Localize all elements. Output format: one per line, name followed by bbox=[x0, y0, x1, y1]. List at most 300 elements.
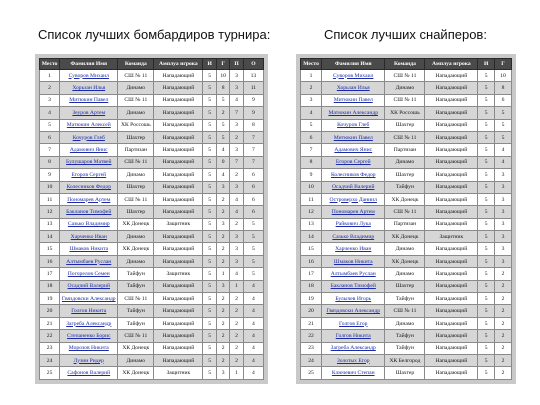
column-header: Фамилия Имя bbox=[322, 59, 385, 70]
table-cell: Нападающий bbox=[154, 181, 203, 193]
table-cell: 8 bbox=[243, 119, 263, 131]
table-cell: 5 bbox=[301, 119, 322, 131]
table-cell: Нападающий bbox=[154, 255, 203, 267]
table-cell: 4 bbox=[243, 367, 263, 380]
table-cell: 5 bbox=[203, 367, 216, 380]
table-cell: 2 bbox=[216, 206, 229, 218]
table-row bbox=[40, 131, 264, 143]
table-cell: 24 bbox=[40, 354, 60, 366]
table-cell: 7 bbox=[40, 144, 60, 156]
table-cell: Шахтер bbox=[385, 119, 425, 131]
table-cell: 1 bbox=[40, 70, 60, 82]
table-cell: СШ № 11 bbox=[118, 156, 154, 168]
table-cell: 5 bbox=[478, 218, 495, 230]
table-cell: Шахтер bbox=[118, 181, 154, 193]
table-cell: 7 bbox=[243, 144, 263, 156]
table-cell: Нападающий bbox=[425, 293, 478, 305]
player-name-link[interactable]: Голгов Егор bbox=[322, 317, 385, 329]
table-cell: 2 bbox=[495, 280, 512, 292]
table-cell: СШ № 11 bbox=[385, 131, 425, 143]
player-name-link[interactable]: Митюкин Павел bbox=[322, 131, 385, 143]
table-row bbox=[301, 243, 512, 255]
table-cell: 10 bbox=[495, 70, 512, 82]
table-cell: 5 bbox=[478, 107, 495, 119]
table-cell: Нападающий bbox=[154, 243, 203, 255]
table-row bbox=[301, 82, 512, 94]
table-cell: 5 bbox=[478, 305, 495, 317]
table-cell: 3 bbox=[495, 169, 512, 181]
table-cell: 4 bbox=[243, 280, 263, 292]
table-cell: СШ № 11 bbox=[385, 70, 425, 82]
table-cell: 6 bbox=[243, 181, 263, 193]
table-cell: Нападающий bbox=[425, 367, 478, 380]
player-name-link[interactable]: Егоров Сергей bbox=[322, 156, 385, 168]
player-name-link[interactable]: Алтымбаев Руслан bbox=[322, 268, 385, 280]
table-cell: Динамо bbox=[385, 268, 425, 280]
table-row bbox=[40, 156, 264, 168]
table-cell: Динамо bbox=[385, 156, 425, 168]
player-name-link[interactable]: Пономарев Артем bbox=[60, 193, 118, 205]
column-header: Г bbox=[216, 59, 229, 70]
table-row bbox=[40, 218, 264, 230]
table-cell: Партизан bbox=[118, 144, 154, 156]
table-cell: 3 bbox=[230, 70, 243, 82]
table-cell: 5 bbox=[478, 193, 495, 205]
table-cell: СШ № 11 bbox=[118, 94, 154, 106]
table-cell: 6 bbox=[243, 169, 263, 181]
table-cell: Тайфун bbox=[385, 181, 425, 193]
table-cell: Нападающий bbox=[425, 243, 478, 255]
player-name-link[interactable]: Загреба Александр bbox=[322, 342, 385, 354]
table-cell: 3 bbox=[230, 255, 243, 267]
table-cell: 19 bbox=[301, 293, 322, 305]
table-cell: 3 bbox=[216, 218, 229, 230]
table-cell: Динамо bbox=[118, 255, 154, 267]
table-cell: 5 bbox=[203, 119, 216, 131]
table-cell: ХК Донецк bbox=[385, 255, 425, 267]
table-cell: 12 bbox=[301, 206, 322, 218]
table-row bbox=[301, 342, 512, 354]
table-cell: 3 bbox=[230, 243, 243, 255]
table-cell: Шахтер bbox=[385, 169, 425, 181]
column-header: О bbox=[243, 59, 263, 70]
player-name-link[interactable]: Алтымбаев Руслан bbox=[60, 255, 118, 267]
table-cell: 3 bbox=[230, 144, 243, 156]
player-name-link[interactable]: Осадчий Валерий bbox=[322, 181, 385, 193]
column-header: Г bbox=[495, 59, 512, 70]
table-cell: 5 bbox=[478, 144, 495, 156]
table-cell: 5 bbox=[216, 131, 229, 143]
table-cell: 2 bbox=[230, 293, 243, 305]
table-cell: Нападающий bbox=[425, 342, 478, 354]
scorers-table bbox=[39, 58, 264, 380]
table-cell: ХК Донецк bbox=[118, 367, 154, 380]
table-cell: Динамо bbox=[385, 82, 425, 94]
table-cell: Нападающий bbox=[425, 218, 478, 230]
table-cell: 1 bbox=[216, 268, 229, 280]
snipers-table bbox=[300, 58, 512, 380]
player-name-link[interactable]: Ключевич Степан bbox=[322, 367, 385, 380]
table-cell: 11 bbox=[40, 193, 60, 205]
table-cell: Защитник bbox=[154, 367, 203, 380]
table-cell: Динамо bbox=[118, 231, 154, 243]
table-cell: 9 bbox=[40, 169, 60, 181]
column-header: Амплуа игрока bbox=[425, 59, 478, 70]
table-cell: ХК Белгород bbox=[385, 354, 425, 366]
table-cell: 4 bbox=[216, 144, 229, 156]
player-name-link[interactable]: Райкович Лука bbox=[322, 218, 385, 230]
table-cell: 2 bbox=[216, 107, 229, 119]
table-cell: 6 bbox=[495, 94, 512, 106]
table-row bbox=[301, 107, 512, 119]
table-cell: Партизан bbox=[385, 218, 425, 230]
player-name-link[interactable]: Золотых Егор bbox=[322, 354, 385, 366]
snipers-table-frame bbox=[296, 54, 516, 384]
player-name-link[interactable]: Сазько Владимир bbox=[322, 231, 385, 243]
table-cell: 8 bbox=[301, 156, 322, 168]
table-row bbox=[40, 354, 264, 366]
table-cell: 5 bbox=[203, 243, 216, 255]
table-cell: 6 bbox=[243, 193, 263, 205]
player-name-link[interactable]: Лузин Ридер bbox=[60, 354, 118, 366]
table-cell: 11 bbox=[301, 193, 322, 205]
table-cell: 2 bbox=[216, 243, 229, 255]
table-row bbox=[301, 156, 512, 168]
table-cell: 0 bbox=[216, 156, 229, 168]
table-cell: 3 bbox=[495, 231, 512, 243]
table-cell: СШ № 11 bbox=[118, 70, 154, 82]
player-name-link[interactable]: Харченко Иван bbox=[322, 243, 385, 255]
table-cell: 7 bbox=[230, 107, 243, 119]
table-cell: 15 bbox=[301, 243, 322, 255]
player-name-link[interactable]: Шмаков Никита bbox=[60, 243, 118, 255]
table-cell: 7 bbox=[230, 156, 243, 168]
table-cell: 5 bbox=[40, 119, 60, 131]
table-cell: ХК Донецк bbox=[118, 218, 154, 230]
player-name-link[interactable]: Бакланов Тимофей bbox=[60, 206, 118, 218]
table-cell: 5 bbox=[478, 367, 495, 380]
table-cell: 5 bbox=[203, 169, 216, 181]
player-name-link[interactable]: Митюкин Павел bbox=[322, 94, 385, 106]
table-cell: 2 bbox=[230, 305, 243, 317]
table-cell: Тайфун bbox=[118, 305, 154, 317]
table-cell: 2 bbox=[216, 305, 229, 317]
player-name-link[interactable]: Голгов Никита bbox=[322, 330, 385, 342]
table-cell: 8 bbox=[216, 82, 229, 94]
table-cell: 9 bbox=[243, 107, 263, 119]
table-cell: 4 bbox=[243, 305, 263, 317]
player-name-link[interactable]: Суворов Михаил bbox=[60, 70, 118, 82]
table-cell: 5 bbox=[478, 317, 495, 329]
table-cell: 3 bbox=[495, 218, 512, 230]
table-row bbox=[301, 330, 512, 342]
table-cell: 7 bbox=[243, 156, 263, 168]
table-cell: Динамо bbox=[385, 243, 425, 255]
table-cell: 16 bbox=[40, 255, 60, 267]
table-row bbox=[40, 317, 264, 329]
table-row bbox=[40, 144, 264, 156]
player-name-link[interactable]: Кочуров Глеб bbox=[322, 119, 385, 131]
table-cell: 5 bbox=[478, 70, 495, 82]
table-cell: 8 bbox=[495, 82, 512, 94]
table-cell: Защитник bbox=[425, 231, 478, 243]
table-cell: Тайфун bbox=[118, 317, 154, 329]
table-cell: 5 bbox=[203, 82, 216, 94]
table-cell: СШ № 11 bbox=[385, 206, 425, 218]
scorers-title: Список лучших бомбардиров турнира: bbox=[38, 27, 271, 42]
player-name-link[interactable]: Зеуров Артем bbox=[60, 107, 118, 119]
table-cell: 14 bbox=[301, 231, 322, 243]
table-cell: 5 bbox=[478, 169, 495, 181]
table-cell: 6 bbox=[40, 131, 60, 143]
player-name-link[interactable]: Шмаков Никита bbox=[322, 255, 385, 267]
table-cell: Тайфун bbox=[385, 330, 425, 342]
table-cell: 9 bbox=[243, 94, 263, 106]
table-cell: 4 bbox=[230, 206, 243, 218]
table-cell: 3 bbox=[216, 280, 229, 292]
table-row bbox=[301, 317, 512, 329]
table-cell: 2 bbox=[495, 305, 512, 317]
table-cell: Нападающий bbox=[154, 330, 203, 342]
column-header: И bbox=[203, 59, 216, 70]
table-cell: Нападающий bbox=[154, 342, 203, 354]
table-cell: 4 bbox=[40, 107, 60, 119]
table-cell: 5 bbox=[203, 218, 216, 230]
table-cell: Шахтер bbox=[118, 206, 154, 218]
player-name-link[interactable]: Загреба Александр bbox=[60, 317, 118, 329]
table-cell: Нападающий bbox=[425, 144, 478, 156]
table-cell: Нападающий bbox=[154, 169, 203, 181]
table-cell: 6 bbox=[301, 131, 322, 143]
table-cell: 5 bbox=[478, 293, 495, 305]
player-name-link[interactable]: Матюкин Алексей bbox=[60, 119, 118, 131]
table-cell: 5 bbox=[203, 268, 216, 280]
table-cell: Нападающий bbox=[154, 70, 203, 82]
player-name-link[interactable]: Егоров Сергей bbox=[60, 169, 118, 181]
table-row bbox=[301, 305, 512, 317]
table-cell: СШ № 11 bbox=[118, 330, 154, 342]
table-cell: 1 bbox=[230, 280, 243, 292]
table-cell: 4 bbox=[243, 317, 263, 329]
player-name-link[interactable]: Адамович Янис bbox=[322, 144, 385, 156]
table-cell: 5 bbox=[478, 354, 495, 366]
table-cell: Нападающий bbox=[154, 82, 203, 94]
column-header: Место bbox=[301, 59, 322, 70]
table-cell: Динамо bbox=[385, 317, 425, 329]
table-cell: 5 bbox=[243, 243, 263, 255]
table-row bbox=[40, 305, 264, 317]
table-cell: Нападающий bbox=[154, 156, 203, 168]
table-cell: 5 bbox=[478, 243, 495, 255]
table-row bbox=[40, 243, 264, 255]
table-row bbox=[40, 280, 264, 292]
player-name-link[interactable]: Гвяздовски Александр bbox=[322, 305, 385, 317]
table-cell: 2 bbox=[230, 342, 243, 354]
table-cell: 5 bbox=[243, 255, 263, 267]
table-row bbox=[40, 70, 264, 82]
table-row bbox=[301, 354, 512, 366]
table-cell: 10 bbox=[216, 70, 229, 82]
table-cell: 5 bbox=[203, 156, 216, 168]
table-cell: 1 bbox=[301, 70, 322, 82]
table-cell: Нападающий bbox=[425, 255, 478, 267]
table-row bbox=[40, 293, 264, 305]
table-cell: СШ № 11 bbox=[118, 193, 154, 205]
table-cell: 5 bbox=[203, 181, 216, 193]
column-header: Фамилия Имя bbox=[60, 59, 118, 70]
table-row bbox=[40, 181, 264, 193]
table-cell: СШ № 11 bbox=[118, 293, 154, 305]
table-cell: 20 bbox=[301, 305, 322, 317]
table-row bbox=[40, 342, 264, 354]
table-cell: 2 bbox=[216, 342, 229, 354]
table-cell: 2 bbox=[216, 354, 229, 366]
table-cell: 5 bbox=[243, 231, 263, 243]
table-cell: 12 bbox=[40, 206, 60, 218]
table-cell: 2 bbox=[216, 231, 229, 243]
table-cell: Нападающий bbox=[425, 305, 478, 317]
table-cell: 2 bbox=[216, 330, 229, 342]
table-cell: Тайфун bbox=[385, 293, 425, 305]
table-cell: Нападающий bbox=[154, 131, 203, 143]
table-cell: 7 bbox=[243, 131, 263, 143]
table-cell: 13 bbox=[40, 218, 60, 230]
table-cell: ХК Россошь bbox=[385, 107, 425, 119]
table-cell: 6 bbox=[243, 206, 263, 218]
table-cell: Динамо bbox=[118, 107, 154, 119]
player-name-link[interactable]: Погорелов Семен bbox=[60, 268, 118, 280]
table-cell: 2 bbox=[230, 131, 243, 143]
table-cell: Тайфун bbox=[385, 342, 425, 354]
table-row bbox=[301, 131, 512, 143]
table-cell: 2 bbox=[216, 293, 229, 305]
table-cell: Нападающий bbox=[154, 94, 203, 106]
table-cell: Нападающий bbox=[425, 82, 478, 94]
player-name-link[interactable]: Хорьзан Илья bbox=[60, 82, 118, 94]
table-cell: 2 bbox=[230, 317, 243, 329]
table-cell: 13 bbox=[301, 218, 322, 230]
table-cell: 5 bbox=[478, 231, 495, 243]
table-row bbox=[40, 193, 264, 205]
table-cell: ХК Донецк bbox=[118, 243, 154, 255]
table-cell: 5 bbox=[478, 94, 495, 106]
player-name-link[interactable]: Морозов Никита bbox=[60, 342, 118, 354]
table-cell: 11 bbox=[243, 82, 263, 94]
table-cell: 5 bbox=[216, 94, 229, 106]
table-cell: 22 bbox=[301, 330, 322, 342]
player-name-link[interactable]: Колесников Федор bbox=[322, 169, 385, 181]
table-cell: 4 bbox=[243, 293, 263, 305]
table-cell: 4 bbox=[495, 156, 512, 168]
table-cell: 5 bbox=[478, 206, 495, 218]
table-cell: 2 bbox=[495, 317, 512, 329]
table-cell: 22 bbox=[40, 330, 60, 342]
table-cell: Нападающий bbox=[154, 193, 203, 205]
player-name-link[interactable]: Островерхо Даниил bbox=[322, 193, 385, 205]
table-row bbox=[301, 181, 512, 193]
table-cell: 5 bbox=[243, 218, 263, 230]
table-row bbox=[301, 193, 512, 205]
column-header: И bbox=[478, 59, 495, 70]
player-name-link[interactable]: Харченко Иван bbox=[60, 231, 118, 243]
table-cell: Нападающий bbox=[425, 280, 478, 292]
table-cell: 5 bbox=[478, 330, 495, 342]
table-cell: 5 bbox=[203, 231, 216, 243]
table-cell: 3 bbox=[495, 255, 512, 267]
player-name-link[interactable]: Голгов Никита bbox=[60, 305, 118, 317]
table-cell: 9 bbox=[301, 169, 322, 181]
player-name-link[interactable]: Сазько Владимир bbox=[60, 218, 118, 230]
table-cell: Тайфун bbox=[118, 280, 154, 292]
table-cell: 2 bbox=[230, 218, 243, 230]
player-name-link[interactable]: Кочуров Глеб bbox=[60, 131, 118, 143]
table-cell: 2 bbox=[230, 354, 243, 366]
table-cell: 1 bbox=[230, 367, 243, 380]
table-row bbox=[40, 107, 264, 119]
table-cell: 5 bbox=[478, 82, 495, 94]
player-name-link[interactable]: Хорьзан Илья bbox=[322, 82, 385, 94]
table-row bbox=[301, 367, 512, 380]
player-name-link[interactable]: Бакланов Тимофей bbox=[322, 280, 385, 292]
table-row bbox=[40, 330, 264, 342]
player-name-link[interactable]: Колесников Федор bbox=[60, 181, 118, 193]
table-cell: 23 bbox=[40, 342, 60, 354]
table-cell: Нападающий bbox=[154, 354, 203, 366]
table-cell: 14 bbox=[40, 231, 60, 243]
player-name-link[interactable]: Булушаров Матвей bbox=[60, 156, 118, 168]
snipers-title: Список лучших снайперов: bbox=[324, 27, 487, 42]
table-cell: 18 bbox=[40, 280, 60, 292]
table-row bbox=[301, 293, 512, 305]
table-cell: СШ № 11 bbox=[385, 305, 425, 317]
table-cell: Нападающий bbox=[154, 107, 203, 119]
table-row bbox=[40, 255, 264, 267]
table-cell: 5 bbox=[203, 305, 216, 317]
table-cell: Нападающий bbox=[425, 131, 478, 143]
player-name-link[interactable]: Гвяздовски Александр bbox=[60, 293, 118, 305]
table-cell: 5 bbox=[203, 193, 216, 205]
table-cell: 5 bbox=[478, 181, 495, 193]
table-row bbox=[40, 231, 264, 243]
column-header: Амплуа игрока bbox=[154, 59, 203, 70]
player-name-link[interactable]: Сафонов Валерий bbox=[60, 367, 118, 380]
player-name-link[interactable]: Суворов Михаил bbox=[322, 70, 385, 82]
player-name-link[interactable]: Булычев Игорь bbox=[322, 293, 385, 305]
player-name-link[interactable]: Осадчий Валерий bbox=[60, 280, 118, 292]
table-row bbox=[301, 231, 512, 243]
table-cell: 25 bbox=[301, 367, 322, 380]
player-name-link[interactable]: Пономарев Артем bbox=[322, 206, 385, 218]
player-name-link[interactable]: Митюкин Павел bbox=[60, 94, 118, 106]
table-cell: Нападающий bbox=[425, 330, 478, 342]
player-name-link[interactable]: Степаненко Борис bbox=[60, 330, 118, 342]
table-cell: 4 bbox=[495, 144, 512, 156]
table-cell: 5 bbox=[203, 107, 216, 119]
scorers-table-frame bbox=[35, 54, 268, 384]
table-cell: 4 bbox=[216, 169, 229, 181]
table-cell: 2 bbox=[301, 82, 322, 94]
table-row bbox=[301, 206, 512, 218]
player-name-link[interactable]: Адамович Янис bbox=[60, 144, 118, 156]
player-name-link[interactable]: Матюкин Александр bbox=[322, 107, 385, 119]
table-cell: 5 bbox=[203, 70, 216, 82]
table-cell: 2 bbox=[40, 82, 60, 94]
table-cell: Нападающий bbox=[154, 144, 203, 156]
table-cell: 18 bbox=[301, 280, 322, 292]
table-cell: Нападающий bbox=[154, 293, 203, 305]
table-row bbox=[40, 367, 264, 380]
table-cell: 5 bbox=[478, 268, 495, 280]
